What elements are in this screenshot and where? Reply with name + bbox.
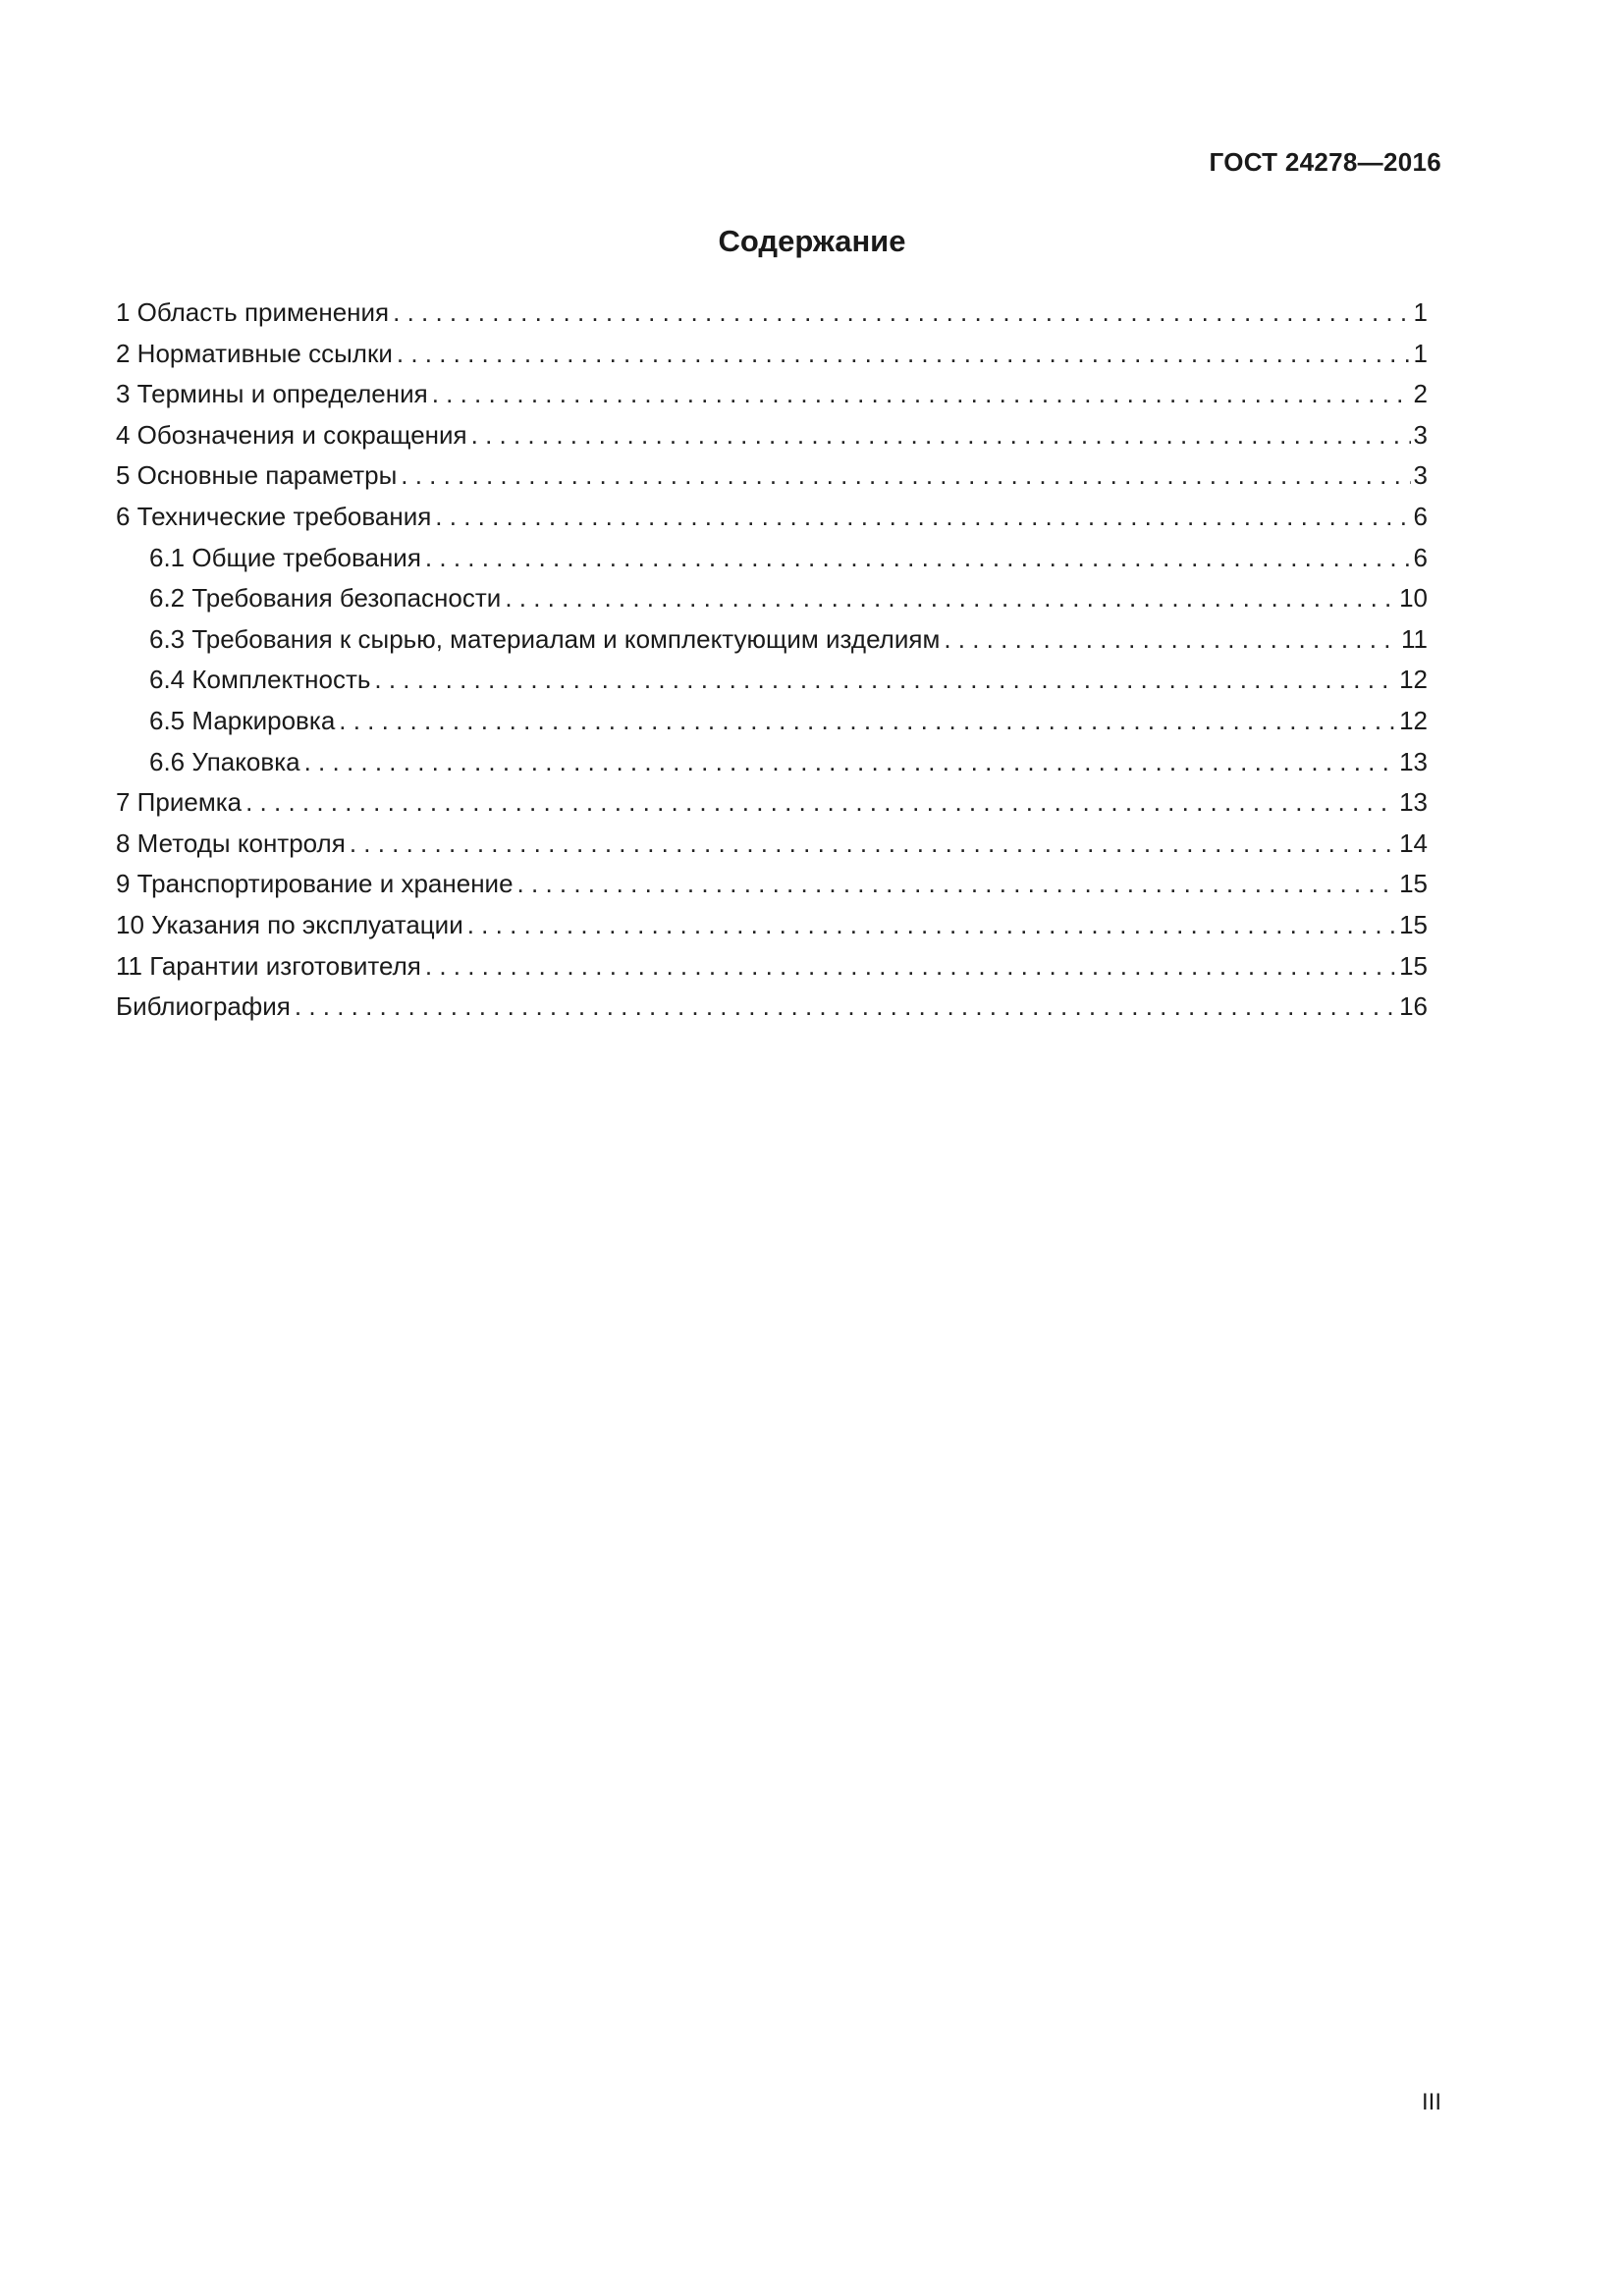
toc-dot-leader [944,619,1398,661]
toc-entry-page: 12 [1399,705,1428,735]
toc-entry-page: 1 [1413,297,1428,327]
toc-entry-label: 5 Основные параметры [116,460,398,491]
toc-entry[interactable] [116,660,1428,701]
toc-entry-label: 9 Транспортирование и хранение [116,869,514,899]
toc-entry-page: 2 [1413,379,1428,409]
page-number: III [1421,2089,1441,2115]
toc-entry[interactable] [116,619,1428,661]
toc-entry-label: 6.4 Комплектность [149,665,371,695]
toc-entry-label: 11 Гарантии изготовителя [116,950,421,981]
toc-entry-page: 14 [1399,828,1428,858]
toc-dot-leader [397,334,1411,375]
toc-entry-label: 10 Указания по эксплуатации [116,909,463,939]
toc-entry-label: 6.1 Общие требования [149,542,421,572]
toc-entry[interactable] [116,864,1428,905]
toc-entry-label: 3 Термины и определения [116,379,428,409]
toc-dot-leader [393,293,1410,334]
toc-entry-page: 16 [1399,991,1428,1022]
toc-entry[interactable] [116,782,1428,824]
toc-entry-label: 8 Методы контроля [116,828,346,858]
toc-entry[interactable] [116,987,1428,1028]
toc-entry-page: 11 [1401,623,1428,654]
toc-entry[interactable] [116,334,1428,375]
toc-entry[interactable] [116,946,1428,988]
toc-entry[interactable] [116,415,1428,456]
toc-entry[interactable] [116,905,1428,946]
toc-entry-page: 3 [1413,419,1428,450]
toc-entry[interactable] [116,497,1428,538]
toc-entry-page: 15 [1399,950,1428,981]
toc-dot-leader [245,782,1396,824]
toc-entry-page: 15 [1399,909,1428,939]
toc-entry-label: 1 Область применения [116,297,390,327]
toc-entry-label: 6.5 Маркировка [149,705,336,735]
toc-dot-leader [471,415,1411,456]
toc-entry[interactable] [116,578,1428,619]
toc-dot-leader [401,455,1410,497]
toc-dot-leader [425,946,1396,988]
toc-entry-page: 6 [1413,542,1428,572]
toc-entry[interactable] [116,538,1428,579]
toc-entry-label: 6.2 Требования безопасности [149,583,502,614]
toc-entry-page: 1 [1413,338,1428,368]
toc-entry-page: 3 [1413,460,1428,491]
toc-entry[interactable] [116,374,1428,415]
toc-dot-leader [374,660,1396,701]
toc-dot-leader [435,497,1410,538]
toc-entry[interactable] [116,701,1428,742]
toc-dot-leader [505,578,1396,619]
toc-entry-page: 13 [1399,746,1428,776]
toc-entry[interactable] [116,742,1428,783]
toc-title: Содержание [718,224,906,258]
toc-dot-leader [517,864,1397,905]
toc-entry[interactable] [116,824,1428,865]
toc-dot-leader [467,905,1396,946]
toc-entry-label: 7 Приемка [116,787,243,818]
toc-entry-label: 6.6 Упаковка [149,746,300,776]
document-code: ГОСТ 24278—2016 [1209,147,1441,177]
toc-entry-label: 6.3 Требования к сырью, материалам и комплектующим изделиям [149,623,941,654]
toc-entry-label: Библиография [116,991,291,1022]
toc-entry-page: 6 [1413,501,1428,531]
toc-dot-leader [295,987,1396,1028]
toc-dot-leader [425,538,1411,579]
toc-entry-label: 2 Нормативные ссылки [116,338,393,368]
toc-dot-leader [339,701,1396,742]
toc-dot-leader [350,824,1396,865]
toc-dot-leader [304,742,1396,783]
table-of-contents [116,293,1428,1028]
toc-dot-leader [432,374,1411,415]
toc-entry-label: 4 Обозначения и сокращения [116,419,467,450]
toc-entry[interactable] [116,293,1428,334]
toc-entry-page: 15 [1399,869,1428,899]
toc-entry-page: 12 [1399,665,1428,695]
toc-entry-page: 13 [1399,787,1428,818]
toc-entry-page: 10 [1399,583,1428,614]
toc-entry[interactable] [116,455,1428,497]
toc-entry-label: 6 Технические требования [116,501,432,531]
